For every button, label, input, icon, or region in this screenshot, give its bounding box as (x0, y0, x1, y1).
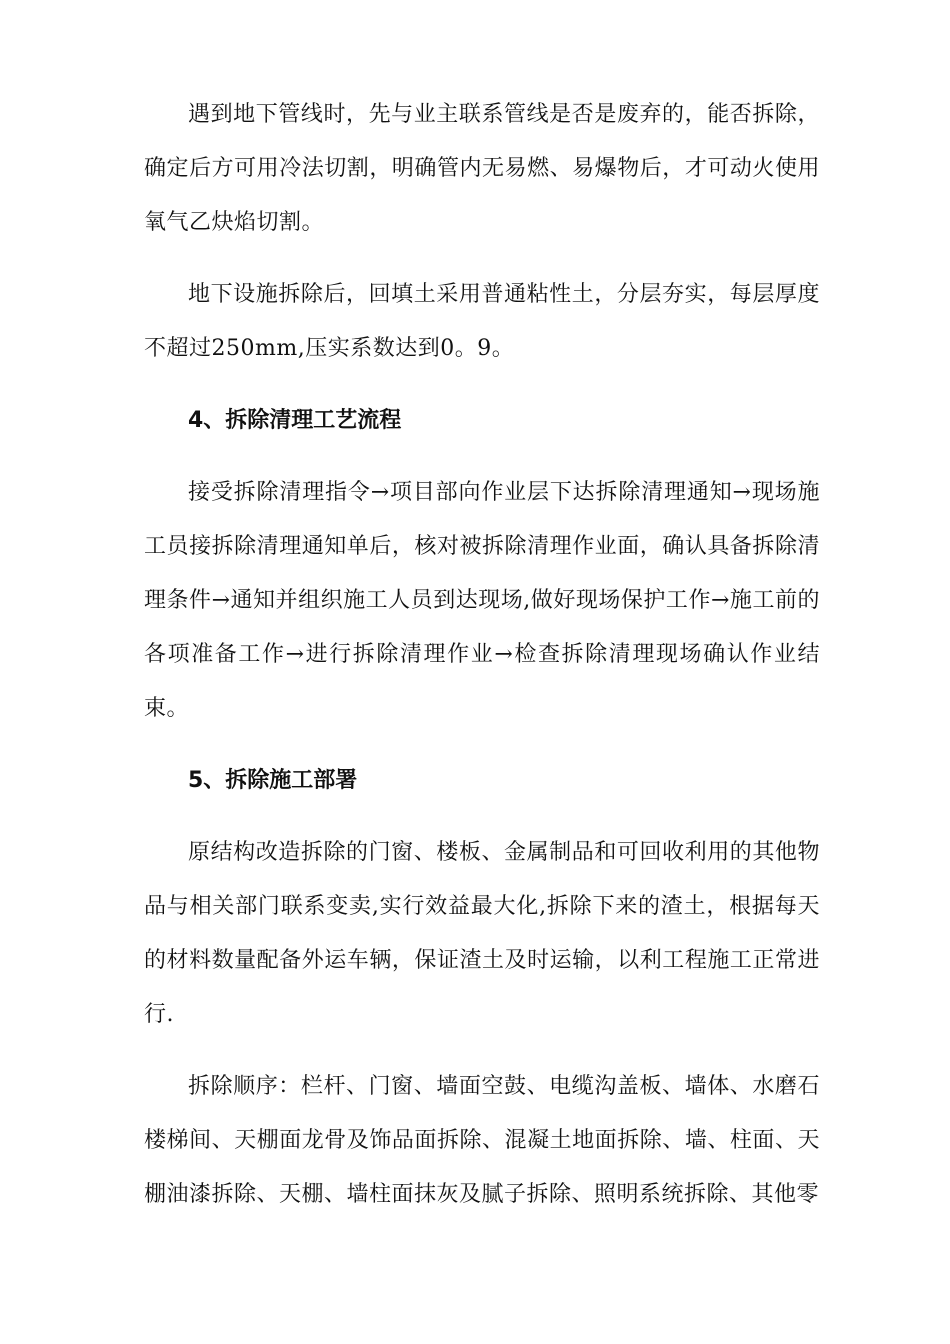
section-4-process-flow: 接受拆除清理指令→项目部向作业层下达拆除清理通知→现场施工员接拆除清理通知单后，核对被拆除清理作业面，确认具备拆除清理条件→通知并组织施工人员到达现场,做好现场保护工作→施工前的各项准备工作→进行拆除清理作业→检查拆除清理现场确认作业结束。 (144, 480, 820, 721)
paragraph-gap (144, 736, 820, 754)
section-4-heading: 4、拆除清理工艺流程 (188, 408, 402, 433)
paragraph-backfill: 地下设施拆除后，回填土采用普通粘性土，分层夯实，每层厚度不超过250mm,压实系数达到0。9。 (144, 282, 820, 361)
paragraph-underground-pipelines: 遇到地下管线时，先与业主联系管线是否是废弃的，能否拆除，确定后方可用冷法切割，明确管内无易燃、易爆物后，才可动火使用氧气乙炔焰切割。 (144, 102, 820, 235)
paragraph-gap (144, 808, 820, 826)
paragraph-gap (144, 1042, 820, 1060)
section-5-materials-paragraph: 原结构改造拆除的门窗、楼板、金属制品和可回收利用的其他物品与相关部门联系变卖,实行效益最大化,拆除下来的渣土，根据每天的材料数量配备外运车辆，保证渣土及时运输，以利工程施工正常进行. (144, 840, 820, 1027)
paragraph-gap (144, 250, 820, 268)
section-5-heading: 5、拆除施工部署 (188, 768, 358, 793)
document-page (144, 88, 820, 1222)
paragraph-gap (144, 448, 820, 466)
section-5-demolition-order: 拆除顺序：栏杆、门窗、墙面空鼓、电缆沟盖板、墙体、水磨石楼梯间、天棚面龙骨及饰品面拆除、混凝土地面拆除、墙、柱面、天棚油漆拆除、天棚、墙柱面抹灰及腻子拆除、照明系统拆除、其他零 (144, 1074, 820, 1207)
paragraph-gap (144, 376, 820, 394)
